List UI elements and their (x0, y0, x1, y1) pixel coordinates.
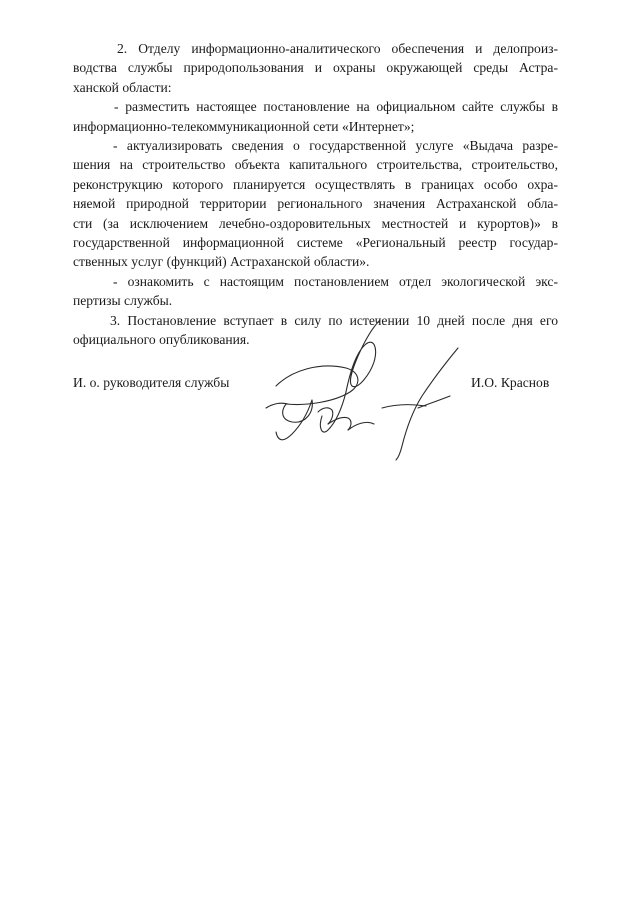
paragraph-update-registry (73, 136, 558, 272)
signatory-position: И. о. руководителя службы (73, 375, 230, 390)
text-line: - актуализировать сведения о государственной услуге «Выдача разре- (113, 138, 558, 154)
document-body (73, 39, 558, 350)
text-line: ханской области: (73, 79, 172, 95)
paragraph-publish-on-site (73, 97, 558, 136)
text-line: официального опубликования. (73, 332, 250, 348)
text-line: информационно-телекоммуникационной сети «Интернет»; (73, 118, 415, 134)
handwritten-signature (262, 312, 474, 462)
paragraph-item-2 (73, 39, 558, 97)
text-line: 3. Постановление вступает в силу по истечении 10 дней после дня его (110, 312, 558, 328)
text-line: - ознакомить с настоящим постановлением отдел экологической экс- (113, 273, 558, 289)
text-line: водства службы природопользования и охраны окружающей среды Астра- (73, 60, 558, 76)
text-line: государственной информационной системе «Региональный реестр государ- (73, 235, 558, 251)
paragraph-notify-department (73, 272, 558, 311)
signatory-name: И.О. Краснов (471, 375, 550, 390)
text-line: - разместить настоящее постановление на официальном сайте службы в (114, 99, 558, 115)
text-line: 2. Отделу информационно-аналитического обеспечения и делопроиз- (117, 41, 558, 56)
text-line: няемой природной территории регионального значения Астраханской обла- (73, 196, 558, 212)
text-line: сти (за исключением лечебно-оздоровительных местностей и курортов)» в (73, 215, 558, 231)
text-line: реконструкцию которого планируется осуществлять в границах особо охра- (73, 176, 558, 192)
text-line: шения на строительство объекта капитального строительства, строительство, (73, 157, 558, 173)
text-line: ственных услуг (функций) Астраханской области». (73, 254, 370, 270)
text-line: пертизы службы. (73, 293, 173, 309)
